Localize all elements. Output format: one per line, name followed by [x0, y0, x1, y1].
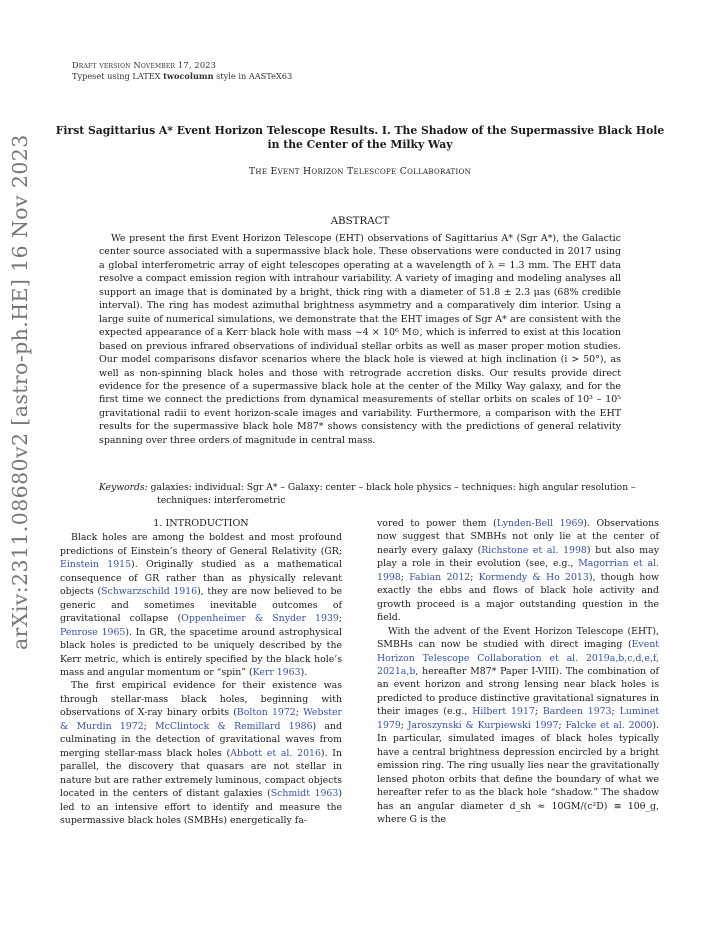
citation-link[interactable]: Penrose 1965 — [60, 626, 126, 638]
body-text: ). In parallel, the discovery that quasars are not stellar in nature but are rather extremely luminous, compact objects located in the centers of distant galaxies ( — [60, 747, 343, 800]
keywords-label: Keywords: — [99, 482, 148, 493]
citation-link[interactable]: Richstone et al. 1998 — [481, 544, 587, 556]
body-text: ). In particular, simulated images of black holes typically have a central brightness depression encircled by a bright emission ring. The ring usually lies near the gravitationally lensed photon orbits that define the boundary of what we hereafter refer to as the black hole “shadow.” The shadow has an angular diameter d_sh ≈ 10GM/(c²D) ≡ 10θ_g, where G is the — [377, 719, 659, 825]
abstract-heading: ABSTRACT — [330, 215, 390, 227]
body-text: ; — [534, 706, 543, 718]
citation-link[interactable]: Fabian 2012 — [409, 571, 471, 583]
body-text: ). — [300, 666, 308, 678]
author-line: The Event Horizon Telescope Collaboration — [248, 166, 472, 177]
body-text: ; — [295, 707, 304, 719]
body-text: ; — [611, 706, 620, 718]
intro-paragraph-3 — [377, 517, 659, 625]
citation-link[interactable]: Schwarzschild 1916 — [101, 586, 198, 598]
citation-link[interactable]: McClintock & Remillard 1986 — [155, 720, 313, 732]
body-text: ) but also may play a role in their evolution (see, e.g., — [377, 544, 659, 570]
draft-version-line: Draft version November 17, 2023 — [72, 60, 217, 70]
citation-link[interactable]: Einstein 1915 — [60, 559, 132, 571]
body-text: , hereafter M87* Paper I-VIII). The combination of an event horizon and strong lensing near black holes is predicted to produce distinctive gravitational signatures in their images (e.g., — [377, 665, 659, 718]
section-heading-introduction: 1. INTRODUCTION — [153, 518, 249, 529]
abstract-body: We present the first Event Horizon Telescope (EHT) observations of Sagittarius A* (Sgr A*), the Galactic center source associated with a supermassive black hole. These observations were conducted in 2017 using a global interferometric array of eight telescopes operating at a wavelength of λ = 1.3 mm. The EHT data resolve a compact emission region with intrahour variability. A variety of imaging and modeling analyses all support an image that is dominated by a bright, thick ring with a diameter of 51.8 ± 2.3 μas (68% credible interval). The ring has modest azimuthal brightness asymmetry and a comparatively dim interior. Using a large suite of numerical simulations, we demonstrate that the EHT images of Sgr A* are consistent with the expected appearance of a Kerr black hole with mass ~4 × 10⁶ M⊙, which is inferred to exist at this location based on previous infrared observations of individual stellar orbits as well as maser proper motion studies. Our model comparisons disfavor scenarios where the black hole is viewed at high inclination (i > 50°), as well as non-spinning black holes and those with retrograde accretion disks. Our results provide direct evidence for the presence of a supermassive black hole at the center of the Milky Way galaxy, and for the first time we connect the predictions from dynamical measurements of stellar orbits on scales of 10³ – 10⁵ gravitational radii to event horizon-scale images and variability. Furthermore, a comparison with the EHT results for the supermassive black hole M87* shows consistency with the predictions of general relativity spanning over three orders of magnitude in central mass. — [99, 233, 621, 446]
body-text: ; — [143, 720, 156, 732]
citation-link[interactable]: Webster & Murdin 1972 — [60, 707, 342, 732]
citation-link[interactable]: Lynden-Bell 1969 — [496, 518, 584, 529]
citation-link[interactable]: Kerr 1963 — [252, 666, 301, 678]
intro-paragraph-2 — [60, 679, 342, 827]
citation-link[interactable]: Oppenheimer & Snyder 1939 — [181, 613, 339, 625]
citation-link[interactable]: Schmidt 1963 — [270, 788, 339, 800]
body-text: ; — [400, 719, 408, 731]
keywords — [99, 481, 679, 507]
intro-paragraph-4 — [377, 625, 659, 827]
body-text: ) led to an intensive effort to identify and measure the supermassive black holes (SMBHs) energetically fa- — [60, 788, 342, 826]
body-text: vored to power them ( — [377, 518, 497, 529]
body-text: ; — [400, 571, 410, 583]
citation-link[interactable]: Bardeen 1973 — [542, 706, 612, 718]
intro-paragraph-1 — [60, 531, 342, 679]
body-text: ), they are now believed to be generic and sometimes inevitable outcomes of gravitational collapse ( — [60, 586, 342, 625]
body-text: With the advent of the Event Horizon Telescope (EHT), SMBHs can now be studied with direct imaging ( — [377, 625, 659, 651]
body-text: ), though how exactly the ebbs and flows of black hole activity and growth proceed is a major outstanding question in the field. — [377, 571, 660, 624]
right-column — [377, 517, 659, 826]
body-text: ) and culminating in the detection of gravitational waves from merging stellar-mass black holes ( — [60, 720, 342, 759]
citation-link[interactable]: Jaroszynski & Kurpiewski 1997 — [407, 719, 559, 731]
citation-link[interactable]: Luminet 1979 — [377, 706, 659, 731]
paper-title: First Sagittarius A* Event Horizon Telescope Results. I. The Shadow of the Supermassive Black Hole in the Center of the Milky Way — [55, 124, 665, 151]
citation-link[interactable]: Kormendy & Ho 2013 — [478, 571, 589, 583]
keywords-list: galaxies: individual: Sgr A* – Galaxy: center – black hole physics – techniques: high angular resolution – techniques: interferometric — [150, 482, 636, 507]
body-text: ; — [338, 613, 342, 625]
body-text: Black holes are among the boldest and most profound predictions of Einstein’s theory of General Relativity (GR; — [60, 532, 342, 557]
body-text: ). In GR, the spacetime around astrophysical black holes is predicted to be uniquely described by the Kerr metric, which is entirely specified by the black hole’s mass and angular momentum or “spin” ( — [60, 626, 342, 678]
citation-link[interactable]: Abbott et al. 2016 — [230, 747, 321, 759]
body-text: ; — [470, 571, 479, 583]
typeset-line: Typeset using LATEX twocolumn style in AASTeX63 — [72, 71, 293, 81]
body-text: ). Observations now suggest that SMBHs not only lie at the center of nearly every galaxy ( — [377, 518, 659, 556]
citation-link[interactable]: Falcke et al. 2000 — [565, 719, 653, 731]
preprint-header — [72, 60, 292, 82]
body-text: The first empirical evidence for their existence was through stellar-mass black holes, beginning with observations of X-ray binary orbits ( — [60, 680, 342, 719]
citation-link[interactable]: Magorrian et al. 1998 — [377, 558, 659, 583]
body-text: ; — [558, 719, 566, 731]
arxiv-identifier-stamp[interactable]: arXiv:2311.08680v2 [astro-ph.HE] 16 Nov 2023 — [8, 134, 32, 650]
body-text: ). Originally studied as a mathematical consequence of GR rather than as physically relevant objects ( — [60, 559, 342, 598]
citation-link[interactable]: Event Horizon Telescope Collaboration et al. 2019a,b,c,d,e,f, 2021a,b — [377, 639, 659, 677]
citation-link[interactable]: Hilbert 1917 — [472, 706, 535, 718]
citation-link[interactable]: Bolton 1972 — [236, 707, 296, 719]
left-column — [60, 517, 342, 827]
